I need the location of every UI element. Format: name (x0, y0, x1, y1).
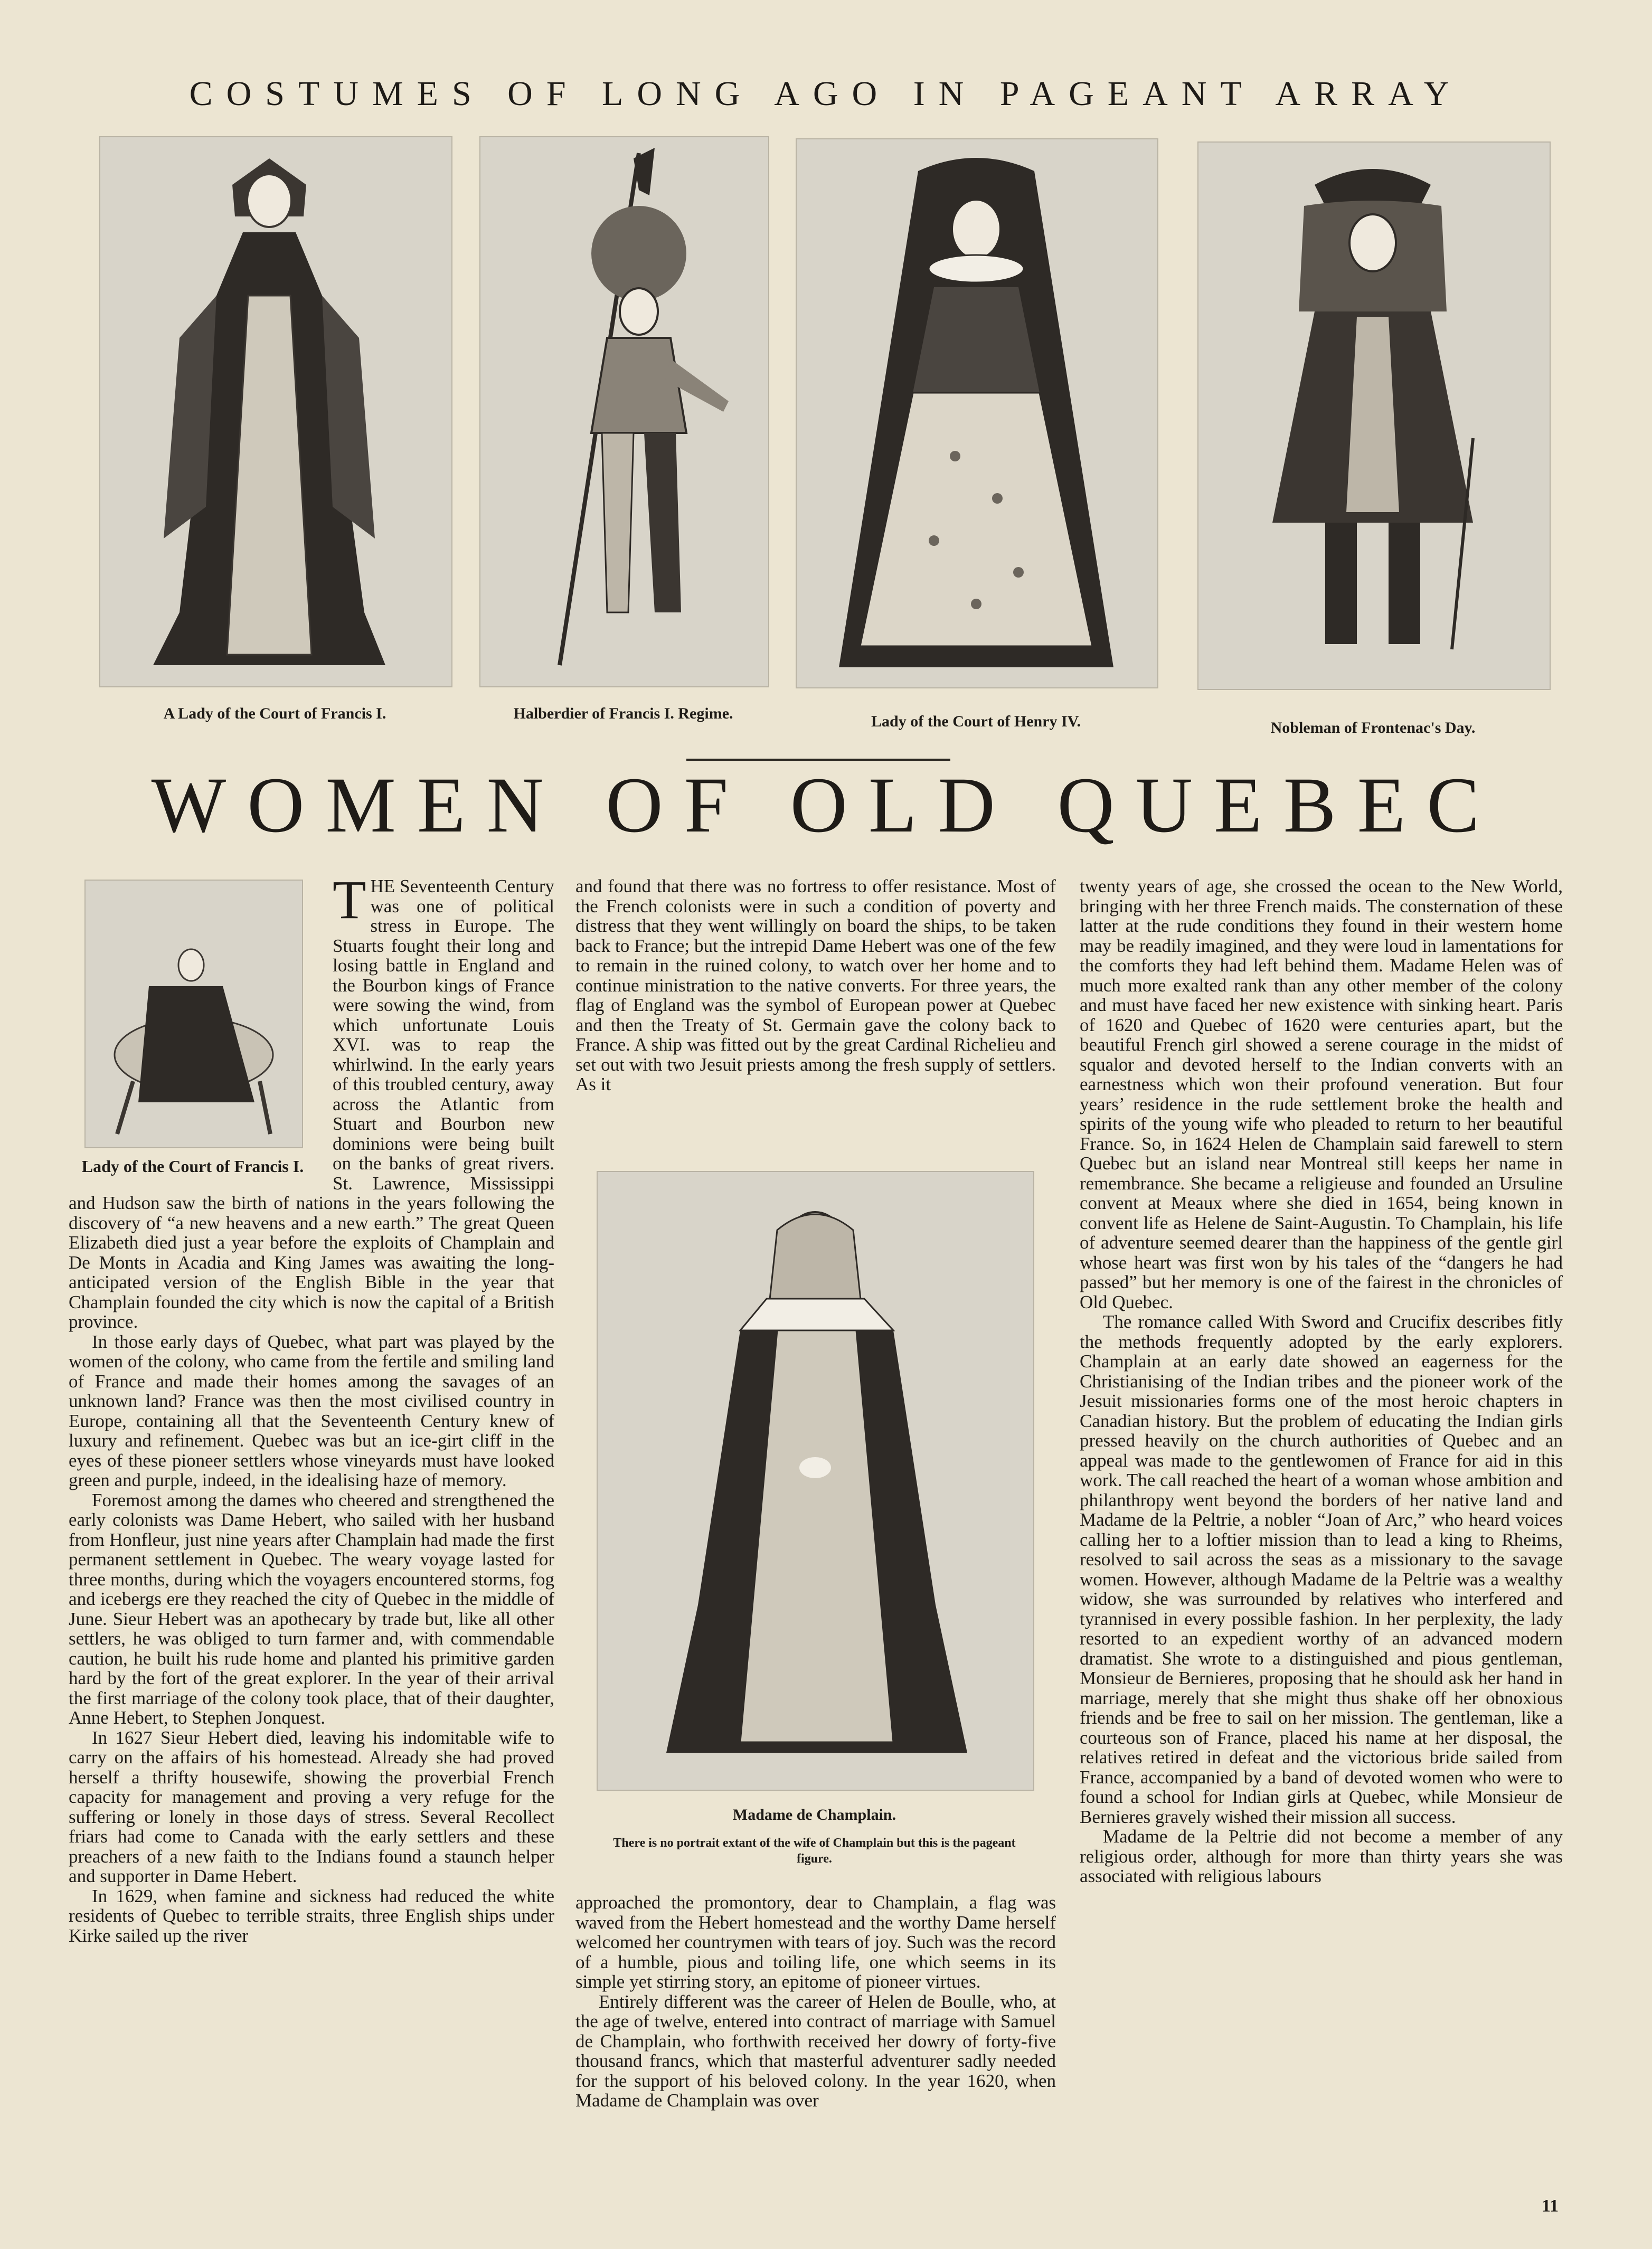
lady-henry-iv-illustration (797, 139, 1157, 687)
page-number: 11 (1542, 2196, 1559, 2216)
article-paragraph: In those early days of Quebec, what part was played by the women of the colony, who came from the fertile and smiling land of France and made their homes among the savages of an unknown land? France was then the most civilised country in Europe, containing all that the Seventeenth Century knew of luxury and refinement. Quebec was but an ice-girt cliff in the eyes of these pioneer settlers whose vineyards must have looked green and purple, indeed, in the idealising haze of memory. (69, 1331, 554, 1490)
lady-costume-illustration (100, 137, 451, 686)
inset-photo (84, 880, 303, 1148)
article-column-3 (1080, 876, 1563, 1886)
article-paragraph: Madame de la Peltrie did not become a member of any religious order, although for more than thirty years she was associated with religious labours (1080, 1826, 1563, 1886)
figure-caption-1: A Lady of the Court of Francis I. (163, 705, 386, 722)
article-paragraph: The romance called With Sword and Crucifix describes fitly the methods frequently adopted by the early explorers. Champlain at an early date showed an eagerness for the Christianising of the Indian tribes and the pioneer work of the Jesuit missionaries forms one of the most heroic chapters in Canadian history. But the problem of educating the Indian girls pressed heavily on the church authorities of Quebec and an appeal was made to the gentlewomen of France for aid in this work. The call reached the heart of a woman whose ambition and philanthropy went beyond the borders of her native land and Madame de la Peltrie, a nobler “Joan of Arc,” who heard voices calling her to a loftier mission than to lead a king to Rheims, resolved to sail across the seas as a missionary to the savage women. However, although Madame de la Peltrie was a wealthy widow, she was surrounded by relatives who interfered and tyrannised in every possible fashion. In her perplexity, the lady resorted to an expedient worthy of an advanced modern dramatist. She wrote to a distinguished and pious gentleman, Monsieur de Bernieres, proposing that he should ask her hand in marriage, merely that she might thus shake off her obnoxious friends and be free to sail on her mission. The gentleman, like a courteous son of France, placed his name at her disposal, the relatives retired in defeat and the victorious bride sailed from France, accompanied by a band of devoted women who were to found a school for Indian girls at Quebec, while Monsieur de Bernieres gravely wished their mission all success. (1080, 1311, 1563, 1827)
figure-madame-de-champlain (597, 1171, 1034, 1791)
running-head: COSTUMES OF LONG AGO IN PAGEANT ARRAY (189, 74, 1463, 113)
drop-cap: T (333, 870, 366, 930)
inset-figure (69, 880, 317, 1176)
figure-nobleman (1197, 141, 1551, 690)
inset-caption: Lady of the Court of Francis I. (81, 1157, 304, 1176)
center-figure-subcaption: There is no portrait extant of the wife of Champlain but this is the pageant figure. (613, 1836, 1016, 1866)
article-paragraph: approached the promontory, dear to Champlain, a flag was waved from the Hebert homestead and the worthy Dame herself welcomed her countrymen with tears of joy. Such was the record of a humble, pious and toiling life, one which seems in its simple yet stirring story, an epitome of pioneer virtues. (575, 1892, 1056, 1992)
figure-caption-4: Nobleman of Frontenac's Day. (1270, 719, 1476, 736)
article-column-2-bottom (575, 1893, 1056, 2111)
center-figure-caption: Madame de Champlain. (732, 1806, 896, 1823)
divider-rule (686, 759, 950, 761)
article-paragraph: In 1627 Sieur Hebert died, leaving his indomitable wife to carry on the affairs of his homestead. Already she had proved herself a thrifty housewife, showing the proverbial French capacity for management and proving a very refuge for the suffering or lonely in those days of stress. Several Recollect friars had come to Canada with the early settlers and these preachers of a new faith to the Indians found a staunch helper and supporter in Dame Hebert. (69, 1727, 554, 1886)
nobleman-illustration (1198, 143, 1550, 689)
figure-lady-francis-i (99, 136, 452, 687)
figure-halberdier (479, 136, 769, 687)
article-paragraph: In 1629, when famine and sickness had reduced the white residents of Quebec to terrible straits, three English ships under Kirke sailed up the river (69, 1885, 554, 1946)
halberdier-illustration (480, 137, 768, 686)
horsewoman-illustration (86, 881, 302, 1147)
figure-caption-2: Halberdier of Francis I. Regime. (513, 705, 733, 722)
article-column-2-top (575, 876, 1056, 1094)
article-paragraph: and found that there was no fortress to offer resistance. Most of the French colonists were in such a condition of poverty and distress that they went willingly on board the ships, to be taken back to France; but the intrepid Dame Hebert was one of the few to remain in the ruined colony, to watch over her home and to continue ministration to the native converts. For three years, the flag of England was the symbol of European power at Quebec and then the Treaty of St. Germain gave the colony back to France. A ship was fitted out by the great Cardinal Richelieu and set out with two Jesuit priests among the fresh supply of settlers. As it (575, 876, 1056, 1094)
page-title: WOMEN OF OLD QUEBEC (151, 761, 1501, 849)
madame-champlain-illustration (598, 1172, 1033, 1790)
figure-caption-3: Lady of the Court of Henry IV. (871, 713, 1081, 730)
article-paragraph: twenty years of age, she crossed the ocean to the New World, bringing with her three French maids. The consternation of these latter at the rude conditions they found in their western home may be readily imagined, and they were loud in lamentations for the comforts they had left behind them. Madame Helen was of much more exalted rank than any other member of the colony and must have faced her new existence with sinking heart. Paris of 1620 and Quebec of 1620 were centuries apart, but the beautiful French girl showed a serene courage in the midst of squalor and devoted herself to the Indian converts with an earnestness which won their profound veneration. But four years’ residence in the rude settlement broke the health and spirits of the young wife who pleaded to return to her beautiful France. So, in 1624 Helen de Champlain said farewell to stern Quebec but an island near Montreal still keeps her name in remembrance. She became a religieuse and founded an Ursuline convent at Meaux where she died in 1654, being known in convent life as Helene de Saint-Augustin. To Champlain, his life of adventure seemed dearer than the happiness of the gentle girl whose heart was first won by his tales of the “dangers he had passed” but her memory is one of the fairest in the chronicles of Old Quebec. (1080, 876, 1563, 1312)
article-paragraph: THE Seventeenth Century was one of political stress in Europe. The Stuarts fought their long and losing battle in England and the Bourbon kings of France were sowing the wind, from which unfortunate Louis XVI. was to reap the whirlwind. In the early years of this troubled century, away across the Atlantic from Stuart and Bourbon new dominions were being built on the banks of great rivers. St. Lawrence, Mississippi and Hudson saw the birth of nations in the years following the discovery of “a new heavens and a new earth.” The great Queen Elizabeth died just a year before the exploits of Champlain and De Monts in Acadia and King James was awaiting the long-anticipated version of the English Bible in the year that Champlain founded the city which is now the capital of a British province. (69, 870, 554, 1332)
article-paragraph: Foremost among the dames who cheered and strengthened the early colonists was Dame Hebert, who sailed with her husband from Honfleur, just nine years after Champlain had made the first permanent settlement in Quebec. The weary voyage lasted for three months, during which the voyagers encountered storms, fog and icebergs ere they reached the city of Quebec in the middle of June. Sieur Hebert was an apothecary by trade but, like all other settlers, he was obliged to turn farmer and, with commendable caution, he built his rude home and planted his primitive garden hard by the fort of the great explorer. In the year of their arrival the first marriage of the colony took place, that of their daughter, Anne Hebert, to Stephen Jonquest. (69, 1489, 554, 1728)
article-paragraph: Entirely different was the career of Helen de Boulle, who, at the age of twelve, entered into contract of marriage with Samuel de Champlain, who forthwith received her dowry of forty-five thousand francs, which that masterful adventurer sadly needed for the support of his beloved colony. In the year 1620, when Madame de Champlain was over (575, 1991, 1056, 2111)
figure-lady-henry-iv (796, 138, 1158, 688)
article-column-1 (69, 870, 554, 2101)
